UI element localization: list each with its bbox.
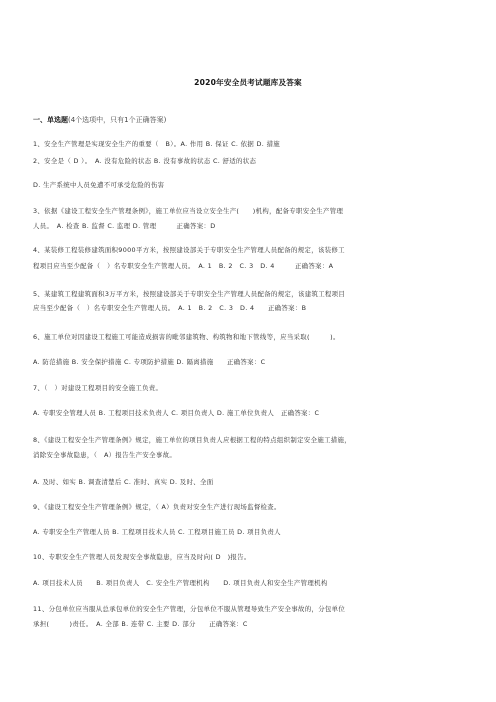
question-line: D. 生产系统中人员免遭不可承受危险的伤害 [33, 181, 165, 189]
question-line: 10、专职安全生产管理人员发现安全事故隐患，应当及时向( D )报告。 [33, 553, 251, 561]
question-line: 3、依据《建设工程安全生产管理条例》，施工单位应当设立安全生产( )机构，配备专职安全生产管理 [33, 207, 344, 215]
question-line: A. 专职安全生产管理人员 B. 工程项目技术人员 C. 工程项目施工员 D. 项目负责人 [33, 528, 281, 536]
question-line: 程项目应当至少配备（ ）名专职安全生产管理人员。 A. 1 B. 2 C. 3 D. 4 正确答案：A [33, 262, 334, 270]
question-line: 9、《建设工程安全生产管理条例》规定，（ A）负责对安全生产进行现场监督检查。 [33, 503, 281, 511]
question-line: 4、某装修工程装修建筑面积9000平方米，按照建设部关于专职安全生产管理人员配备的规定，该装修工 [33, 246, 345, 254]
question-line: 11、分包单位应当服从总承包单位的安全生产管理，分包单位不服从管理导致生产安全事故的，分包单位 [33, 605, 346, 613]
question-line: 消除安全事故隐患，（ A）报告生产安全事故。 [33, 451, 177, 459]
question-line: 8、《建设工程安全生产管理条例》规定，施工单位的项目负责人应根据工程的特点组织制定安全施工措施， [33, 436, 352, 444]
section-note: (4个选项中，只有1个正确答案) [68, 116, 167, 124]
question-line: 承担( )责任。 A. 全部 B. 连带 C. 主要 D. 部分 正确答案：C [33, 620, 248, 628]
question-line: A. 及时、如实 B. 调查清楚后 C. 准时、真实 D. 及时、全面 [33, 478, 214, 486]
question-line: A. 防范措施 B. 安全保护措施 C. 专项防护措施 D. 隔离措施 正确答案：C [33, 358, 266, 366]
question-line: 2、安全是（ D ）。 A. 没有危险的状态 B. 没有事故的状态 C. 舒适的状态 [33, 157, 257, 165]
document-title: 2020年安全员考试题库及答案 [194, 78, 302, 87]
section-head: 一、单选题 [33, 116, 68, 124]
question-line: 1、安全生产管理是实现安全生产的重要（ B）。A. 作用 B. 保证 C. 依据 D. 措施 [33, 140, 281, 148]
question-line: 应当至少配备（ ）名专职安全生产管理人员。 A. 1 B. 2 C. 3 D. 4 正确答案：B [33, 304, 307, 312]
question-line: A. 专职安全管理人员 B. 工程项目技术负责人 C. 项目负责人 D. 施工单位负责人 正确答案：C [33, 409, 320, 417]
question-line: 人员。 A. 检查 B. 监督 C. 监理 D. 管理 正确答案：D [33, 222, 216, 230]
question-line: A. 项目技术人员 B. 项目负责人 C. 安全生产管理机构 D. 项目负责人和安全生产管理机构 [33, 579, 328, 587]
section-heading [33, 115, 166, 125]
question-line: 6、施工单位对因建设工程施工可能造成损害的毗邻建筑物、构筑物和地下管线等，应当采取( )。 [33, 333, 340, 341]
question-line: 7、（ ）对建设工程项目的安全施工负责。 [33, 384, 163, 392]
question-line: 5、某建筑工程建筑面积3万平方米，按照建设部关于专职安全生产管理人员配备的规定，该建筑工程项目 [33, 290, 346, 298]
